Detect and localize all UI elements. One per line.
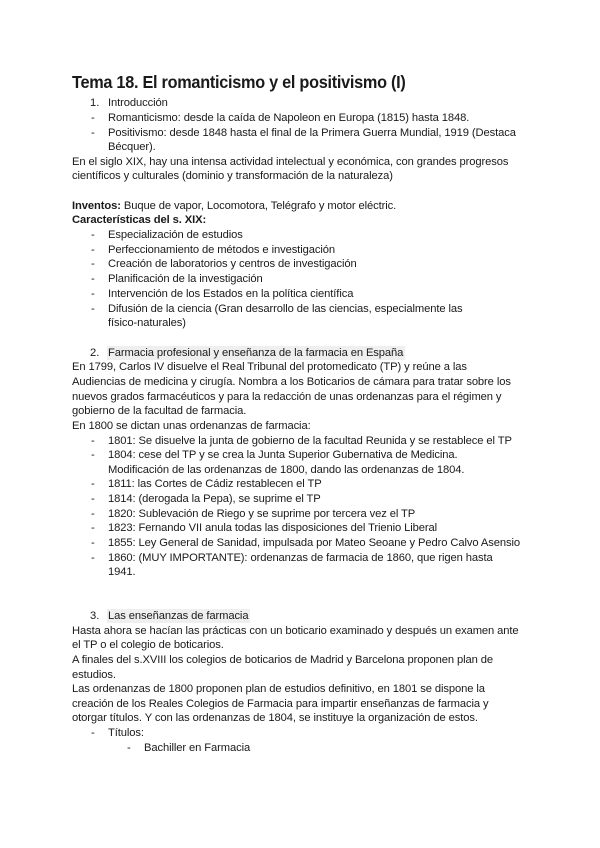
inventos-label: Inventos: xyxy=(72,200,121,212)
timeline-item-continuation: 1941. xyxy=(108,566,136,578)
bullet-dash: - xyxy=(91,727,95,739)
inventos-text: Buque de vapor, Locomotora, Telégrafo y motor eléctric. xyxy=(120,200,397,212)
list-item: Planificación de la investigación xyxy=(108,273,263,285)
bullet-dash: - xyxy=(91,288,95,300)
paragraph-line: creación de los Reales Colegios de Farmacia para impartir enseñanzas de farmacia y xyxy=(72,698,489,710)
bullet-dash: - xyxy=(91,478,95,490)
list-item: Romanticismo: desde la caída de Napoleon en Europa (1815) hasta 1848. xyxy=(108,112,470,124)
bullet-dash: - xyxy=(91,244,95,256)
bullet-dash: - xyxy=(91,522,95,534)
timeline-item: 1814: (derogada la Pepa), se suprime el TP xyxy=(108,493,321,505)
bullet-dash: - xyxy=(91,435,95,447)
timeline-item: 1860: (MUY IMPORTANTE): ordenanzas de farmacia de 1860, que rigen hasta xyxy=(108,552,493,564)
paragraph-line: gobierno de la facultad de farmacia. xyxy=(72,405,247,417)
list-item: Intervención de los Estados en la política científica xyxy=(108,288,354,300)
bullet-dash: - xyxy=(91,258,95,270)
page-title: Tema 18. El romanticismo y el positivismo (I) xyxy=(72,72,406,92)
bullet-dash: - xyxy=(91,127,95,139)
bullet-dash: - xyxy=(91,552,95,564)
paragraph-line: Las ordenanzas de 1800 proponen plan de estudios definitivo, en 1801 se dispone la xyxy=(72,683,485,695)
bullet-dash: - xyxy=(91,493,95,505)
titulos-item: Bachiller en Farmacia xyxy=(144,742,251,754)
caracteristicas-heading: Características del s. XIX: xyxy=(72,214,207,226)
paragraph-line: En 1799, Carlos IV disuelve el Real Tribunal del protomedicato (TP) y reúne a las xyxy=(72,361,467,373)
bullet-dash: - xyxy=(91,537,95,549)
timeline-item-continuation: Modificación de las ordenanzas de 1800, dando las ordenanzas de 1804. xyxy=(108,464,465,476)
paragraph-line: En 1800 se dictan unas ordenanzas de farmacia: xyxy=(72,420,311,432)
bullet-dash: - xyxy=(91,112,95,124)
timeline-item: 1801: Se disuelve la junta de gobierno de la facultad Reunida y se restablece el TP xyxy=(108,435,512,447)
section-heading: Farmacia profesional y enseñanza de la farmacia en España xyxy=(108,347,404,359)
timeline-item: 1820: Sublevación de Riego y se suprime por tercera vez el TP xyxy=(108,508,416,520)
timeline-item: 1804: cese del TP y se crea la Junta Superior Gubernativa de Medicina. xyxy=(108,449,458,461)
paragraph-line: estudios. xyxy=(72,669,116,681)
bullet-dash: - xyxy=(91,449,95,461)
section-heading: Introducción xyxy=(108,97,168,109)
list-item-continuation: físico-naturales) xyxy=(108,317,186,329)
list-item-continuation: Bécquer). xyxy=(108,141,156,153)
paragraph-line: Audiencias de medicina y cirugía. Nombra a los Boticarios de cámara para tratar sobre los xyxy=(72,376,511,388)
list-number: 1. xyxy=(90,97,100,109)
bullet-dash: - xyxy=(91,303,95,315)
paragraph-line: otorgar títulos. Y con las ordenanzas de 1804, se instituye la organización de estos. xyxy=(72,712,478,724)
timeline-item: 1811: las Cortes de Cádiz restablecen el TP xyxy=(108,478,322,490)
timeline-item: 1823: Fernando VII anula todas las disposiciones del Trienio Liberal xyxy=(108,522,438,534)
section-heading: Las enseñanzas de farmacia xyxy=(108,610,249,622)
paragraph-line: nuevos grados farmacéuticos y para la redacción de unas ordenanzas para el régimen y xyxy=(72,391,502,403)
timeline-item: 1855: Ley General de Sanidad, impulsada por Mateo Seoane y Pedro Calvo Asensio xyxy=(108,537,521,549)
list-item: Positivismo: desde 1848 hasta el final de la Primera Guerra Mundial, 1919 (Destaca xyxy=(108,127,516,139)
list-item: Creación de laboratorios y centros de investigación xyxy=(108,258,357,270)
bullet-dash: - xyxy=(91,229,95,241)
paragraph-line: A finales del s.XVIII los colegios de boticarios de Madrid y Barcelona proponen plan de xyxy=(72,654,494,666)
bullet-dash: - xyxy=(91,508,95,520)
bullet-dash: - xyxy=(127,742,131,754)
list-number: 2. xyxy=(90,347,100,359)
list-item: Difusión de la ciencia (Gran desarrollo de las ciencias, especialmente las xyxy=(108,303,463,315)
list-item: Especialización de estudios xyxy=(108,229,243,241)
bullet-dash: - xyxy=(91,273,95,285)
list-item: Perfeccionamiento de métodos e investigación xyxy=(108,244,335,256)
paragraph-line: En el siglo XIX, hay una intensa actividad intelectual y económica, con grandes progresos xyxy=(72,156,509,168)
paragraph-line: Hasta ahora se hacían las prácticas con un boticario examinado y después un examen ante xyxy=(72,625,519,637)
inventos-line xyxy=(72,199,396,213)
paragraph-line: el TP o el colegio de boticarios. xyxy=(72,639,224,651)
list-number: 3. xyxy=(90,610,100,622)
titulos-label: Títulos: xyxy=(108,727,144,739)
paragraph-line: científicos y culturales (dominio y transformación de la naturaleza) xyxy=(72,170,393,182)
